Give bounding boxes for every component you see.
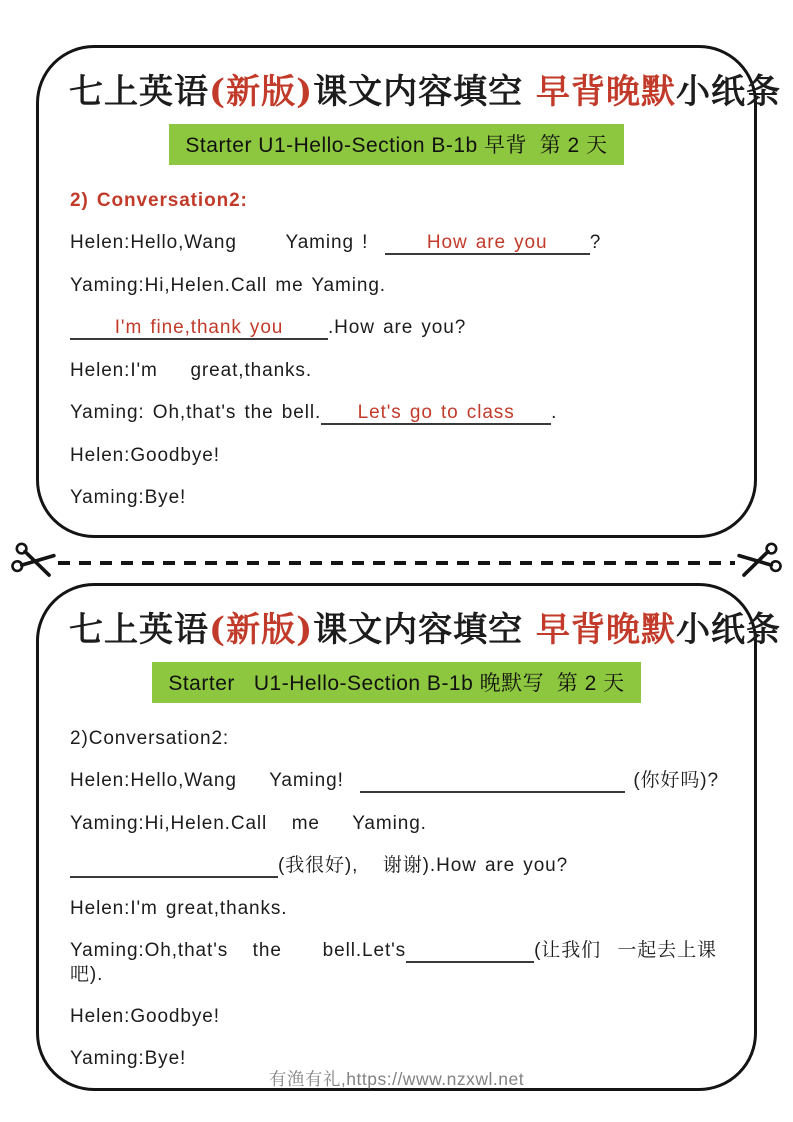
blank-answer: [466, 940, 474, 961]
fill-blank: [70, 855, 278, 878]
title-recite-tag: 早背晚默: [536, 610, 677, 650]
dialog-text: .: [551, 401, 558, 423]
dialog-text: Yaming:Oh,that's the bell.Let's: [70, 939, 407, 961]
title-text: 小纸条: [676, 72, 782, 112]
cut-line: [12, 543, 781, 583]
dialog-text: Yaming:Hi,Helen.Call me Yaming.: [70, 274, 386, 296]
title-new-edition-tag: (新版): [209, 72, 314, 112]
dialog-text: Yaming:Hi,Helen.Call me Yaming.: [70, 812, 427, 834]
dialog-text: (你好吗)?: [625, 769, 719, 791]
dialog-line: [70, 444, 724, 467]
fill-blank: [360, 770, 625, 793]
dialog-line: [70, 486, 724, 509]
dialog-text: Helen:I'm great,thanks.: [70, 897, 288, 919]
fill-blank: [406, 940, 534, 963]
dialog-line: [70, 231, 724, 255]
dialog-text: Helen:Hello,Wang Yaming!: [70, 769, 361, 791]
dialog-text: .How are you?: [328, 316, 467, 338]
title-text: 小纸条: [676, 610, 782, 650]
scissors-icon: [12, 543, 56, 584]
unit-banner: Starter U1-Hello-Section B-1b 早背 第 2 天: [169, 124, 623, 165]
unit-banner: Starter U1-Hello-Section B-1b 晚默写 第 2 天: [152, 662, 640, 703]
fill-blank: [70, 317, 328, 340]
dialog-line: [70, 316, 724, 340]
dialog-line: [70, 812, 724, 835]
title-text: 课文内容填空: [313, 610, 537, 650]
worksheet-title: [69, 72, 782, 113]
dashed-cut-rule: [58, 561, 735, 565]
dialog-line: [70, 274, 724, 297]
fill-blank: [385, 232, 590, 255]
dialog-line: [70, 401, 724, 425]
dialog-text: (让我们 一起去上课吧).: [70, 939, 717, 985]
fill-blank: [321, 402, 551, 425]
dialog-text: Helen:Goodbye!: [70, 444, 220, 466]
worksheet-title: [69, 610, 782, 651]
dialog-text: Helen:I'm great,thanks.: [70, 359, 313, 381]
dialog-text: Helen:Hello,Wang Yaming !: [70, 231, 385, 253]
dialog-line: [70, 939, 724, 986]
dialog-line: [70, 897, 724, 920]
morning-slip-card: [36, 45, 782, 538]
dialog-line: [70, 359, 724, 382]
dialog-text: ?: [589, 231, 602, 253]
scissors-icon: [737, 543, 781, 584]
blank-answer: I'm fine,thank you: [114, 316, 284, 338]
blank-answer: How are you: [426, 231, 548, 253]
blank-answer: Let's go to class: [357, 401, 515, 423]
title-new-edition-tag: (新版): [209, 610, 314, 650]
dialog-morning: [69, 189, 724, 509]
dialog-line: [70, 769, 724, 793]
title-text: 七上英语: [69, 72, 209, 112]
blank-answer: [170, 855, 178, 876]
dialog-line: [70, 1005, 724, 1028]
dialog-evening: [69, 727, 724, 1070]
title-recite-tag: 早背晚默: [536, 72, 677, 112]
blank-answer: [489, 770, 497, 791]
title-text: 七上英语: [69, 610, 209, 650]
dialog-text: Yaming:Bye!: [70, 1047, 187, 1069]
dialog-line: [70, 854, 724, 878]
dialog-text: Yaming: Oh,that's the bell.: [70, 401, 322, 423]
conversation-heading: 2)Conversation2:: [70, 727, 230, 749]
watermark-url: 有渔有礼,https://www.nzxwl.net: [268, 1069, 525, 1089]
dialog-text: (我很好), 谢谢).How are you?: [278, 854, 569, 876]
dialog-text: Yaming:Bye!: [70, 486, 187, 508]
title-text: 课文内容填空: [313, 72, 537, 112]
evening-slip-card: [36, 583, 782, 1091]
conversation-heading: 2) Conversation2:: [70, 189, 248, 211]
dialog-text: Helen:Goodbye!: [70, 1005, 220, 1027]
